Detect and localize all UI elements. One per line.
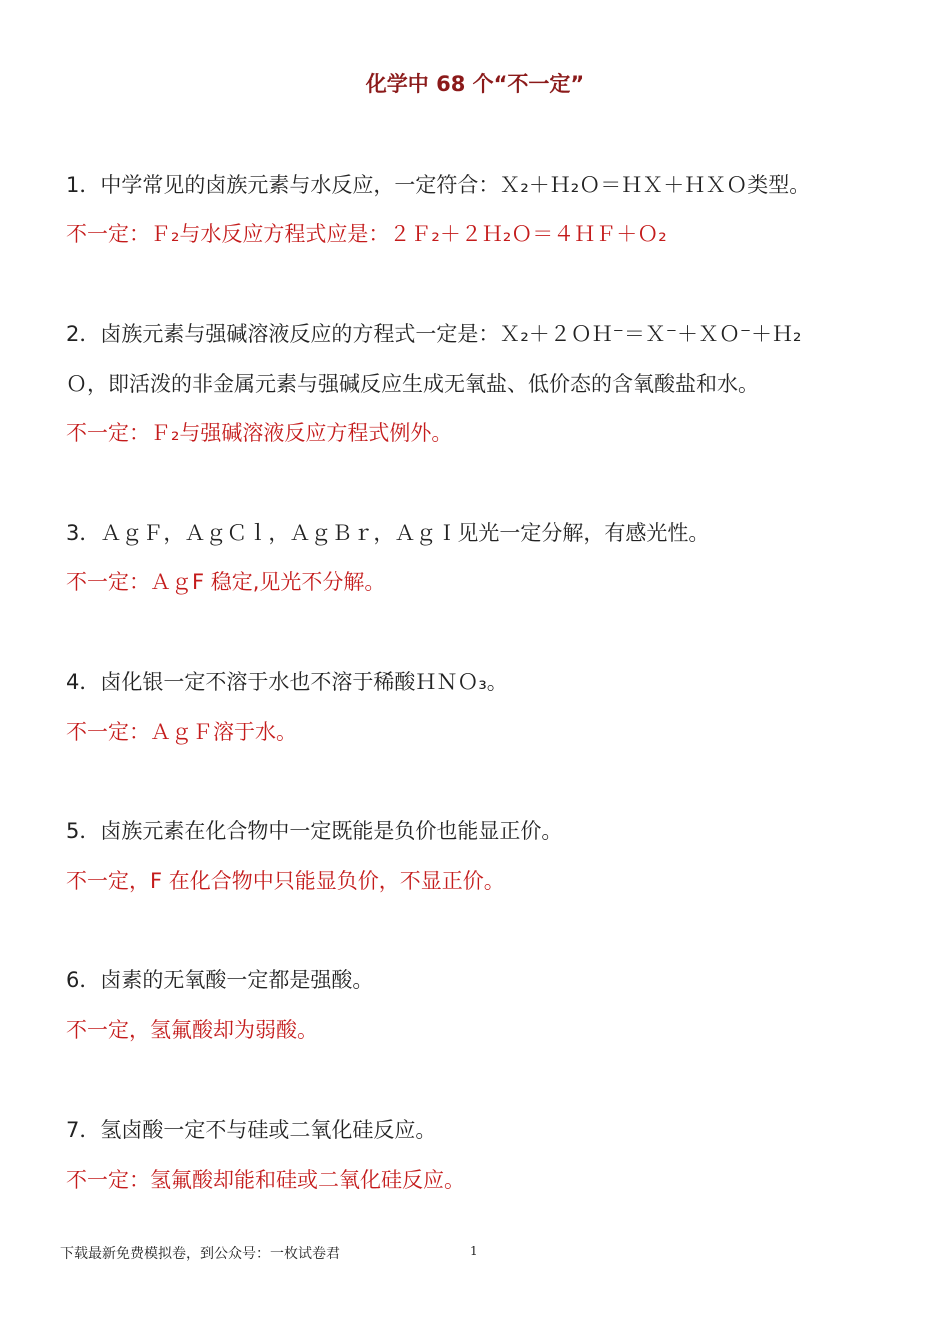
item-1-answer: 不一定：Ｆ₂与水反应方程式应是：２Ｆ₂＋２Ｈ₂Ｏ＝４ＨＦ＋Ｏ₂ (66, 222, 667, 246)
page-number: 1 (470, 1244, 478, 1258)
item-3-statement: 3．ＡｇＦ，ＡｇＣｌ，ＡｇＢｒ，ＡｇＩ见光一定分解，有感光性。 (66, 521, 710, 545)
item-6-statement: 6．卤素的无氧酸一定都是强酸。 (66, 968, 374, 992)
item-4-statement: 4．卤化银一定不溶于水也不溶于稀酸ＨＮＯ₃。 (66, 670, 508, 694)
item-2-answer: 不一定：Ｆ₂与强碱溶液反应方程式例外。 (66, 421, 453, 445)
item-2-statement-line1: 2．卤族元素与强碱溶液反应的方程式一定是：Ｘ₂＋２ＯＨ⁻＝Ｘ⁻＋ＸＯ⁻＋Ｈ₂ (66, 322, 802, 346)
item-7-answer: 不一定：氢氟酸却能和硅或二氧化硅反应。 (66, 1168, 465, 1192)
item-4-answer: 不一定：ＡｇＦ溶于水。 (66, 720, 297, 744)
item-7-statement: 7．氢卤酸一定不与硅或二氧化硅反应。 (66, 1118, 437, 1142)
page-title: 化学中 68 个“不一定” (365, 72, 585, 96)
footer-text: 下载最新免费模拟卷，到公众号：一枚试卷君 (60, 1246, 340, 1262)
item-5-statement: 5．卤族元素在化合物中一定既能是负价也能显正价。 (66, 819, 563, 843)
item-5-answer: 不一定，F 在化合物中只能显负价，不显正价。 (66, 869, 505, 893)
item-3-answer: 不一定：ＡｇF 稳定,见光不分解。 (66, 570, 386, 594)
item-2-statement-line2: Ｏ，即活泼的非金属元素与强碱反应生成无氧盐、低价态的含氧酸盐和水。 (66, 372, 759, 396)
item-1-statement: 1．中学常见的卤族元素与水反应，一定符合：Ｘ₂＋Ｈ₂Ｏ＝ＨＸ＋ＨＸＯ类型。 (66, 173, 811, 197)
item-6-answer: 不一定，氢氟酸却为弱酸。 (66, 1018, 318, 1042)
